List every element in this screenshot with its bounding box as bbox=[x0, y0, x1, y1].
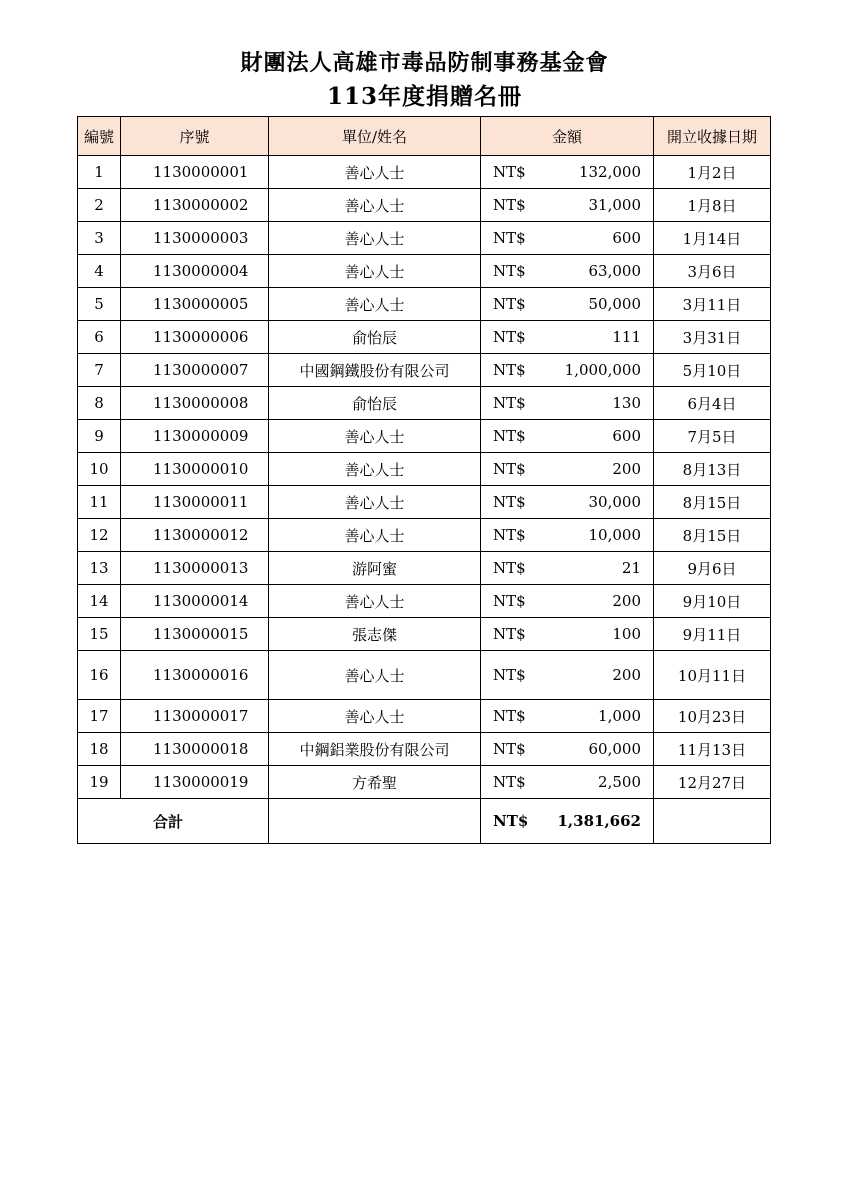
row-donor-name: 善心人士 bbox=[269, 189, 481, 222]
row-amount: 130 bbox=[612, 394, 641, 412]
row-donor-name: 善心人士 bbox=[269, 156, 481, 189]
table-row bbox=[78, 486, 771, 519]
row-donor-name: 善心人士 bbox=[269, 651, 481, 700]
row-amount: 600 bbox=[612, 427, 641, 445]
table-row bbox=[78, 387, 771, 420]
row-currency: NT$ bbox=[493, 592, 526, 610]
row-serial: 1130000019 bbox=[121, 766, 269, 799]
row-serial: 1130000005 bbox=[121, 288, 269, 321]
table-row bbox=[78, 585, 771, 618]
total-currency: NT$ bbox=[493, 812, 529, 830]
row-number: 4 bbox=[78, 255, 121, 288]
row-number: 19 bbox=[78, 766, 121, 799]
row-serial: 1130000011 bbox=[121, 486, 269, 519]
row-receipt-date: 8月15日 bbox=[654, 486, 771, 519]
row-receipt-date: 10月23日 bbox=[654, 700, 771, 733]
table-row bbox=[78, 552, 771, 585]
row-amount-cell bbox=[481, 700, 654, 733]
row-number: 13 bbox=[78, 552, 121, 585]
total-empty-cell bbox=[269, 799, 481, 844]
row-currency: NT$ bbox=[493, 740, 526, 758]
row-number: 18 bbox=[78, 733, 121, 766]
row-currency: NT$ bbox=[493, 773, 526, 791]
row-number: 10 bbox=[78, 453, 121, 486]
row-amount-cell bbox=[481, 552, 654, 585]
row-currency: NT$ bbox=[493, 328, 526, 346]
row-amount: 30,000 bbox=[588, 493, 641, 511]
row-amount: 111 bbox=[612, 328, 641, 346]
row-amount-cell bbox=[481, 651, 654, 700]
row-donor-name: 中鋼鋁業股份有限公司 bbox=[269, 733, 481, 766]
row-number: 1 bbox=[78, 156, 121, 189]
row-number: 17 bbox=[78, 700, 121, 733]
row-receipt-date: 8月13日 bbox=[654, 453, 771, 486]
row-currency: NT$ bbox=[493, 493, 526, 511]
row-currency: NT$ bbox=[493, 707, 526, 725]
table-body bbox=[78, 156, 771, 799]
row-number: 2 bbox=[78, 189, 121, 222]
table-row bbox=[78, 354, 771, 387]
row-donor-name: 善心人士 bbox=[269, 700, 481, 733]
row-receipt-date: 8月15日 bbox=[654, 519, 771, 552]
row-amount: 600 bbox=[612, 229, 641, 247]
row-receipt-date: 9月10日 bbox=[654, 585, 771, 618]
row-number: 5 bbox=[78, 288, 121, 321]
row-amount: 50,000 bbox=[588, 295, 641, 313]
row-donor-name: 善心人士 bbox=[269, 288, 481, 321]
row-serial: 1130000002 bbox=[121, 189, 269, 222]
row-amount-cell bbox=[481, 354, 654, 387]
row-number: 12 bbox=[78, 519, 121, 552]
row-amount-cell bbox=[481, 519, 654, 552]
row-serial: 1130000003 bbox=[121, 222, 269, 255]
row-serial: 1130000014 bbox=[121, 585, 269, 618]
col-header-amount: 金額 bbox=[481, 117, 654, 156]
row-currency: NT$ bbox=[493, 559, 526, 577]
row-amount-cell bbox=[481, 189, 654, 222]
row-serial: 1130000001 bbox=[121, 156, 269, 189]
row-number: 7 bbox=[78, 354, 121, 387]
table-row bbox=[78, 453, 771, 486]
row-serial: 1130000017 bbox=[121, 700, 269, 733]
row-amount: 100 bbox=[612, 625, 641, 643]
organization-name: 財團法人高雄市毒品防制事務基金會 bbox=[240, 50, 609, 76]
table-row bbox=[78, 288, 771, 321]
row-number: 8 bbox=[78, 387, 121, 420]
row-currency: NT$ bbox=[493, 460, 526, 478]
table-row bbox=[78, 519, 771, 552]
row-amount-cell bbox=[481, 387, 654, 420]
row-amount-cell bbox=[481, 766, 654, 799]
row-donor-name: 善心人士 bbox=[269, 519, 481, 552]
col-header-date: 開立收據日期 bbox=[654, 117, 771, 156]
row-amount: 21 bbox=[621, 559, 641, 577]
row-currency: NT$ bbox=[493, 295, 526, 313]
row-receipt-date: 3月31日 bbox=[654, 321, 771, 354]
row-amount: 10,000 bbox=[588, 526, 641, 544]
table-row bbox=[78, 766, 771, 799]
row-serial: 1130000010 bbox=[121, 453, 269, 486]
total-date-cell bbox=[654, 799, 771, 844]
row-amount: 200 bbox=[612, 460, 641, 478]
row-amount-cell bbox=[481, 585, 654, 618]
row-donor-name: 善心人士 bbox=[269, 585, 481, 618]
row-amount: 1,000 bbox=[598, 707, 641, 725]
row-amount: 60,000 bbox=[588, 740, 641, 758]
row-serial: 1130000016 bbox=[121, 651, 269, 700]
row-serial: 1130000008 bbox=[121, 387, 269, 420]
donation-table bbox=[77, 116, 771, 844]
row-receipt-date: 3月6日 bbox=[654, 255, 771, 288]
row-serial: 1130000004 bbox=[121, 255, 269, 288]
row-currency: NT$ bbox=[493, 625, 526, 643]
row-serial: 1130000015 bbox=[121, 618, 269, 651]
row-receipt-date: 6月4日 bbox=[654, 387, 771, 420]
row-currency: NT$ bbox=[493, 229, 526, 247]
table-row bbox=[78, 651, 771, 700]
row-amount-cell bbox=[481, 288, 654, 321]
row-number: 15 bbox=[78, 618, 121, 651]
row-donor-name: 善心人士 bbox=[269, 486, 481, 519]
total-amount: 1,381,662 bbox=[557, 812, 641, 830]
row-currency: NT$ bbox=[493, 361, 526, 379]
table-row bbox=[78, 618, 771, 651]
row-amount: 31,000 bbox=[588, 196, 641, 214]
row-receipt-date: 9月11日 bbox=[654, 618, 771, 651]
row-number: 16 bbox=[78, 651, 121, 700]
row-amount: 1,000,000 bbox=[564, 361, 641, 379]
header-row bbox=[78, 117, 771, 156]
row-amount-cell bbox=[481, 156, 654, 189]
row-currency: NT$ bbox=[493, 262, 526, 280]
row-receipt-date: 3月11日 bbox=[654, 288, 771, 321]
row-receipt-date: 1月2日 bbox=[654, 156, 771, 189]
row-donor-name: 俞怡辰 bbox=[269, 387, 481, 420]
row-amount-cell bbox=[481, 321, 654, 354]
table-row bbox=[78, 733, 771, 766]
row-currency: NT$ bbox=[493, 427, 526, 445]
row-number: 11 bbox=[78, 486, 121, 519]
row-donor-name: 張志傑 bbox=[269, 618, 481, 651]
total-row bbox=[78, 799, 771, 844]
row-serial: 1130000007 bbox=[121, 354, 269, 387]
col-header-number: 編號 bbox=[78, 117, 121, 156]
total-amount-cell bbox=[481, 799, 654, 844]
row-currency: NT$ bbox=[493, 526, 526, 544]
col-header-name: 單位/姓名 bbox=[269, 117, 481, 156]
row-receipt-date: 11月13日 bbox=[654, 733, 771, 766]
row-amount: 200 bbox=[612, 592, 641, 610]
row-number: 3 bbox=[78, 222, 121, 255]
row-amount-cell bbox=[481, 255, 654, 288]
table-row bbox=[78, 420, 771, 453]
row-number: 6 bbox=[78, 321, 121, 354]
row-receipt-date: 5月10日 bbox=[654, 354, 771, 387]
row-currency: NT$ bbox=[493, 666, 526, 684]
row-currency: NT$ bbox=[493, 394, 526, 412]
row-donor-name: 中國鋼鐵股份有限公司 bbox=[269, 354, 481, 387]
table-row bbox=[78, 222, 771, 255]
row-serial: 1130000009 bbox=[121, 420, 269, 453]
row-serial: 1130000012 bbox=[121, 519, 269, 552]
row-amount: 63,000 bbox=[588, 262, 641, 280]
row-amount-cell bbox=[481, 420, 654, 453]
row-donor-name: 方希聖 bbox=[269, 766, 481, 799]
row-donor-name: 善心人士 bbox=[269, 255, 481, 288]
row-donor-name: 善心人士 bbox=[269, 453, 481, 486]
row-amount: 200 bbox=[612, 666, 641, 684]
table-row bbox=[78, 255, 771, 288]
row-amount-cell bbox=[481, 222, 654, 255]
row-amount: 132,000 bbox=[578, 163, 641, 181]
row-receipt-date: 10月11日 bbox=[654, 651, 771, 700]
row-amount-cell bbox=[481, 618, 654, 651]
table-row bbox=[78, 156, 771, 189]
row-receipt-date: 1月8日 bbox=[654, 189, 771, 222]
row-currency: NT$ bbox=[493, 196, 526, 214]
row-donor-name: 游阿蜜 bbox=[269, 552, 481, 585]
table-row bbox=[78, 321, 771, 354]
document-title: 113年度捐贈名冊 bbox=[326, 83, 522, 110]
row-receipt-date: 9月6日 bbox=[654, 552, 771, 585]
table-row bbox=[78, 189, 771, 222]
row-amount-cell bbox=[481, 733, 654, 766]
row-donor-name: 俞怡辰 bbox=[269, 321, 481, 354]
total-label: 合計 bbox=[78, 799, 269, 844]
row-donor-name: 善心人士 bbox=[269, 420, 481, 453]
row-number: 9 bbox=[78, 420, 121, 453]
row-donor-name: 善心人士 bbox=[269, 222, 481, 255]
row-receipt-date: 1月14日 bbox=[654, 222, 771, 255]
row-amount-cell bbox=[481, 486, 654, 519]
row-serial: 1130000013 bbox=[121, 552, 269, 585]
row-serial: 1130000006 bbox=[121, 321, 269, 354]
row-amount-cell bbox=[481, 453, 654, 486]
table-row bbox=[78, 700, 771, 733]
row-serial: 1130000018 bbox=[121, 733, 269, 766]
col-header-serial: 序號 bbox=[121, 117, 269, 156]
row-receipt-date: 7月5日 bbox=[654, 420, 771, 453]
row-amount: 2,500 bbox=[598, 773, 641, 791]
row-currency: NT$ bbox=[493, 163, 526, 181]
row-receipt-date: 12月27日 bbox=[654, 766, 771, 799]
row-number: 14 bbox=[78, 585, 121, 618]
